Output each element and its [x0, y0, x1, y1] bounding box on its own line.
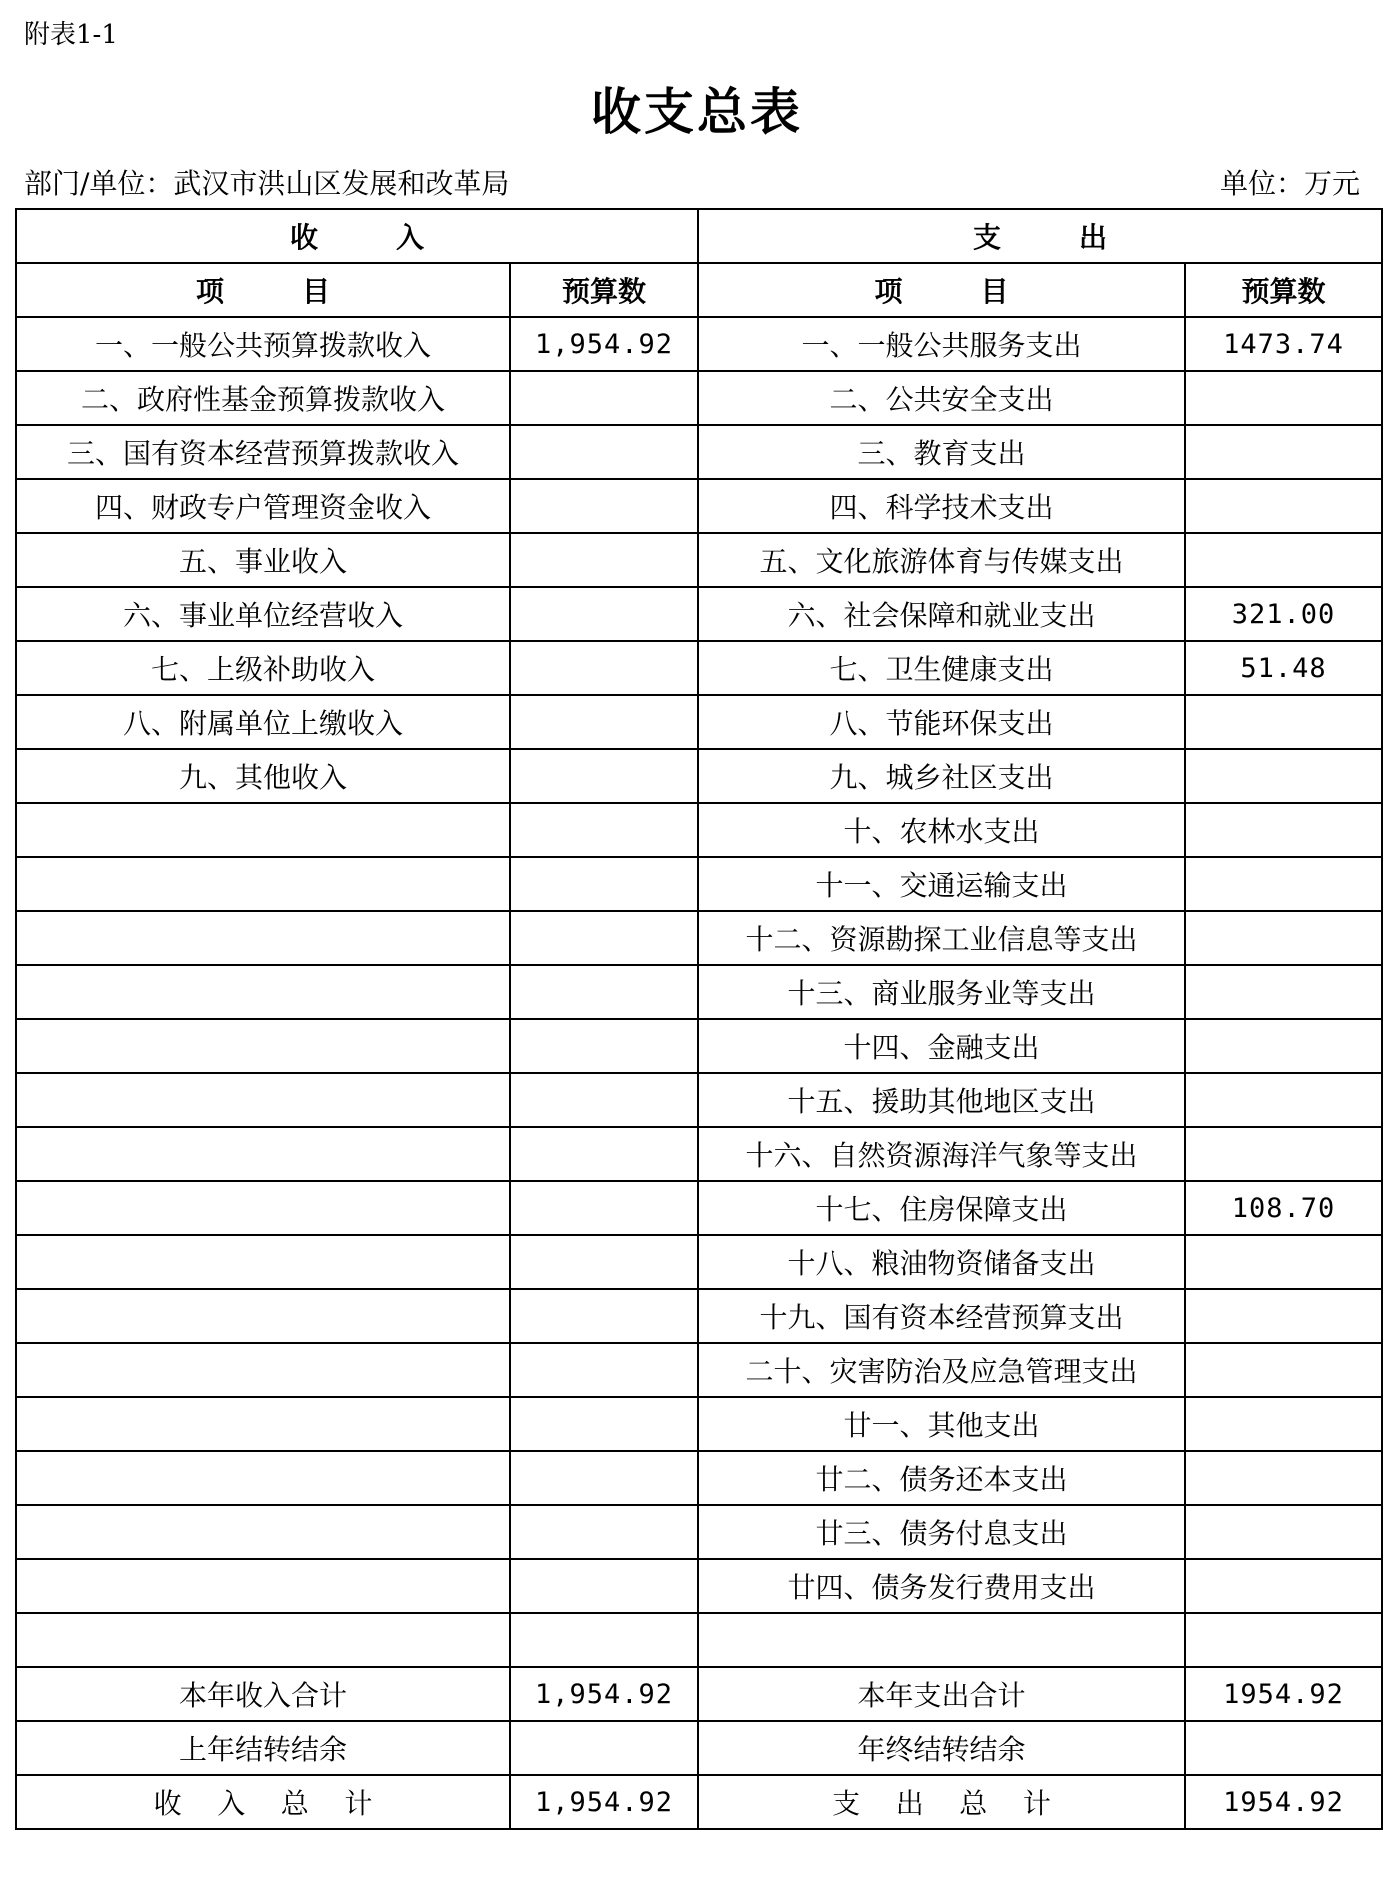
- income-item-cell: 二、政府性基金预算拨款收入: [16, 371, 510, 425]
- expense-item-cell: 十七、住房保障支出: [698, 1181, 1185, 1235]
- expense-value-cell: [1185, 965, 1382, 1019]
- income-item-cell: [16, 803, 510, 857]
- table-row: [16, 533, 1382, 587]
- expense-value-cell: [1185, 857, 1382, 911]
- expense-value-cell: [1185, 1343, 1382, 1397]
- income-value-cell: [510, 1397, 698, 1451]
- expense-item-cell: 八、节能环保支出: [698, 695, 1185, 749]
- income-item-cell: 三、国有资本经营预算拨款收入: [16, 425, 510, 479]
- income-item-cell: [16, 1559, 510, 1613]
- expense-value-cell: [1185, 1127, 1382, 1181]
- expense-item-cell: 二、公共安全支出: [698, 371, 1185, 425]
- income-value-cell: [510, 1127, 698, 1181]
- expense-item-cell: 一、一般公共服务支出: [698, 317, 1185, 371]
- expense-item-cell: 十二、资源勘探工业信息等支出: [698, 911, 1185, 965]
- expense-item-cell: 三、教育支出: [698, 425, 1185, 479]
- income-item-cell: 上年结转结余: [16, 1721, 510, 1775]
- table-row: [16, 803, 1382, 857]
- income-item-cell: 一、一般公共预算拨款收入: [16, 317, 510, 371]
- table-row: [16, 479, 1382, 533]
- income-item-cell: [16, 1343, 510, 1397]
- expense-item-cell: 二十、灾害防治及应急管理支出: [698, 1343, 1185, 1397]
- income-section-header: 收 入: [16, 209, 698, 263]
- income-value-cell: [510, 1019, 698, 1073]
- income-item-cell: [16, 1505, 510, 1559]
- expense-item-cell: 十五、援助其他地区支出: [698, 1073, 1185, 1127]
- expense-budget-header: 预算数: [1185, 263, 1382, 317]
- column-header-row: [16, 263, 1382, 317]
- income-item-cell: [16, 1397, 510, 1451]
- expense-item-cell: 廿三、债务付息支出: [698, 1505, 1185, 1559]
- unit-label: 单位：万元: [1219, 167, 1360, 200]
- income-value-cell: 1,954.92: [510, 317, 698, 371]
- expense-item-cell: 十四、金融支出: [698, 1019, 1185, 1073]
- budget-table: [15, 208, 1383, 1830]
- income-value-cell: 1,954.92: [510, 1775, 698, 1829]
- table-row: [16, 1559, 1382, 1613]
- income-item-cell: [16, 911, 510, 965]
- table-row: [16, 1775, 1382, 1829]
- income-value-cell: [510, 1559, 698, 1613]
- expense-value-cell: [1185, 1451, 1382, 1505]
- table-row: [16, 857, 1382, 911]
- income-value-cell: [510, 1505, 698, 1559]
- income-value-cell: [510, 803, 698, 857]
- expense-item-header: 项 目: [698, 263, 1185, 317]
- income-budget-header: 预算数: [510, 263, 698, 317]
- income-item-cell: [16, 1289, 510, 1343]
- income-item-cell: 九、其他收入: [16, 749, 510, 803]
- income-value-cell: [510, 425, 698, 479]
- income-value-cell: [510, 533, 698, 587]
- income-value-cell: [510, 1343, 698, 1397]
- income-item-cell: [16, 1235, 510, 1289]
- expense-item-cell: 十六、自然资源海洋气象等支出: [698, 1127, 1185, 1181]
- income-item-cell: [16, 1613, 510, 1667]
- expense-value-cell: [1185, 1559, 1382, 1613]
- expense-value-cell: [1185, 1397, 1382, 1451]
- expense-value-cell: [1185, 1505, 1382, 1559]
- expense-item-cell: 廿一、其他支出: [698, 1397, 1185, 1451]
- table-row: [16, 371, 1382, 425]
- expense-item-cell: 年终结转结余: [698, 1721, 1185, 1775]
- table-row: [16, 1073, 1382, 1127]
- expense-value-cell: 1954.92: [1185, 1775, 1382, 1829]
- income-item-cell: [16, 1073, 510, 1127]
- table-row: [16, 1613, 1382, 1667]
- expense-item-cell: 七、卫生健康支出: [698, 641, 1185, 695]
- expense-value-cell: [1185, 1235, 1382, 1289]
- income-item-cell: [16, 857, 510, 911]
- expense-value-cell: [1185, 1073, 1382, 1127]
- expense-value-cell: [1185, 1721, 1382, 1775]
- expense-value-cell: [1185, 533, 1382, 587]
- expense-item-cell: 十八、粮油物资储备支出: [698, 1235, 1185, 1289]
- expense-item-cell: 十三、商业服务业等支出: [698, 965, 1185, 1019]
- income-value-cell: [510, 1613, 698, 1667]
- income-value-cell: [510, 479, 698, 533]
- expense-item-cell: 五、文化旅游体育与传媒支出: [698, 533, 1185, 587]
- income-item-cell: 四、财政专户管理资金收入: [16, 479, 510, 533]
- expense-value-cell: [1185, 695, 1382, 749]
- income-value-cell: [510, 1073, 698, 1127]
- table-row: [16, 1343, 1382, 1397]
- table-row: [16, 1289, 1382, 1343]
- table-row: [16, 425, 1382, 479]
- income-value-cell: 1,954.92: [510, 1667, 698, 1721]
- income-value-cell: [510, 749, 698, 803]
- income-item-cell: 五、事业收入: [16, 533, 510, 587]
- expense-item-cell: 支 出 总 计: [698, 1775, 1185, 1829]
- income-item-cell: [16, 1019, 510, 1073]
- expense-item-cell: 四、科学技术支出: [698, 479, 1185, 533]
- expense-value-cell: 1954.92: [1185, 1667, 1382, 1721]
- table-label: 附表1-1: [24, 20, 118, 50]
- income-item-cell: 收 入 总 计: [16, 1775, 510, 1829]
- income-item-header: 项 目: [16, 263, 510, 317]
- expense-value-cell: 51.48: [1185, 641, 1382, 695]
- income-value-cell: [510, 1721, 698, 1775]
- income-item-cell: 六、事业单位经营收入: [16, 587, 510, 641]
- table-row: [16, 1505, 1382, 1559]
- income-value-cell: [510, 911, 698, 965]
- expense-value-cell: [1185, 479, 1382, 533]
- expense-item-cell: 六、社会保障和就业支出: [698, 587, 1185, 641]
- income-value-cell: [510, 695, 698, 749]
- income-value-cell: [510, 1181, 698, 1235]
- expense-value-cell: [1185, 1019, 1382, 1073]
- income-item-cell: 本年收入合计: [16, 1667, 510, 1721]
- table-row: [16, 965, 1382, 1019]
- section-header-row: [16, 209, 1382, 263]
- income-value-cell: [510, 965, 698, 1019]
- income-item-cell: [16, 965, 510, 1019]
- expense-item-cell: 九、城乡社区支出: [698, 749, 1185, 803]
- table-row: [16, 695, 1382, 749]
- table-row: [16, 1019, 1382, 1073]
- income-item-cell: [16, 1451, 510, 1505]
- expense-item-cell: [698, 1613, 1185, 1667]
- expense-value-cell: [1185, 911, 1382, 965]
- expense-section-header: 支 出: [698, 209, 1382, 263]
- expense-item-cell: 十、农林水支出: [698, 803, 1185, 857]
- table-row: [16, 1127, 1382, 1181]
- expense-item-cell: 廿四、债务发行费用支出: [698, 1559, 1185, 1613]
- expense-value-cell: [1185, 749, 1382, 803]
- income-item-cell: 八、附属单位上缴收入: [16, 695, 510, 749]
- expense-item-cell: 十一、交通运输支出: [698, 857, 1185, 911]
- expense-value-cell: 321.00: [1185, 587, 1382, 641]
- table-row: [16, 1181, 1382, 1235]
- department-label: 部门/单位：武汉市洪山区发展和改革局: [24, 167, 510, 200]
- income-value-cell: [510, 587, 698, 641]
- income-value-cell: [510, 371, 698, 425]
- table-row: [16, 1397, 1382, 1451]
- income-item-cell: [16, 1181, 510, 1235]
- table-row: [16, 1721, 1382, 1775]
- table-row: [16, 1451, 1382, 1505]
- expense-value-cell: 1473.74: [1185, 317, 1382, 371]
- expense-value-cell: 108.70: [1185, 1181, 1382, 1235]
- table-row: [16, 749, 1382, 803]
- expense-value-cell: [1185, 425, 1382, 479]
- expense-value-cell: [1185, 1613, 1382, 1667]
- table-row: [16, 1667, 1382, 1721]
- expense-item-cell: 本年支出合计: [698, 1667, 1185, 1721]
- expense-item-cell: 廿二、债务还本支出: [698, 1451, 1185, 1505]
- income-value-cell: [510, 857, 698, 911]
- income-value-cell: [510, 1289, 698, 1343]
- table-row: [16, 317, 1382, 371]
- expense-item-cell: 十九、国有资本经营预算支出: [698, 1289, 1185, 1343]
- income-value-cell: [510, 1451, 698, 1505]
- table-row: [16, 911, 1382, 965]
- expense-value-cell: [1185, 371, 1382, 425]
- table-row: [16, 641, 1382, 695]
- table-row: [16, 1235, 1382, 1289]
- income-value-cell: [510, 641, 698, 695]
- income-item-cell: [16, 1127, 510, 1181]
- income-value-cell: [510, 1235, 698, 1289]
- expense-value-cell: [1185, 1289, 1382, 1343]
- income-item-cell: 七、上级补助收入: [16, 641, 510, 695]
- page-title: 收支总表: [591, 82, 803, 141]
- expense-value-cell: [1185, 803, 1382, 857]
- table-row: [16, 587, 1382, 641]
